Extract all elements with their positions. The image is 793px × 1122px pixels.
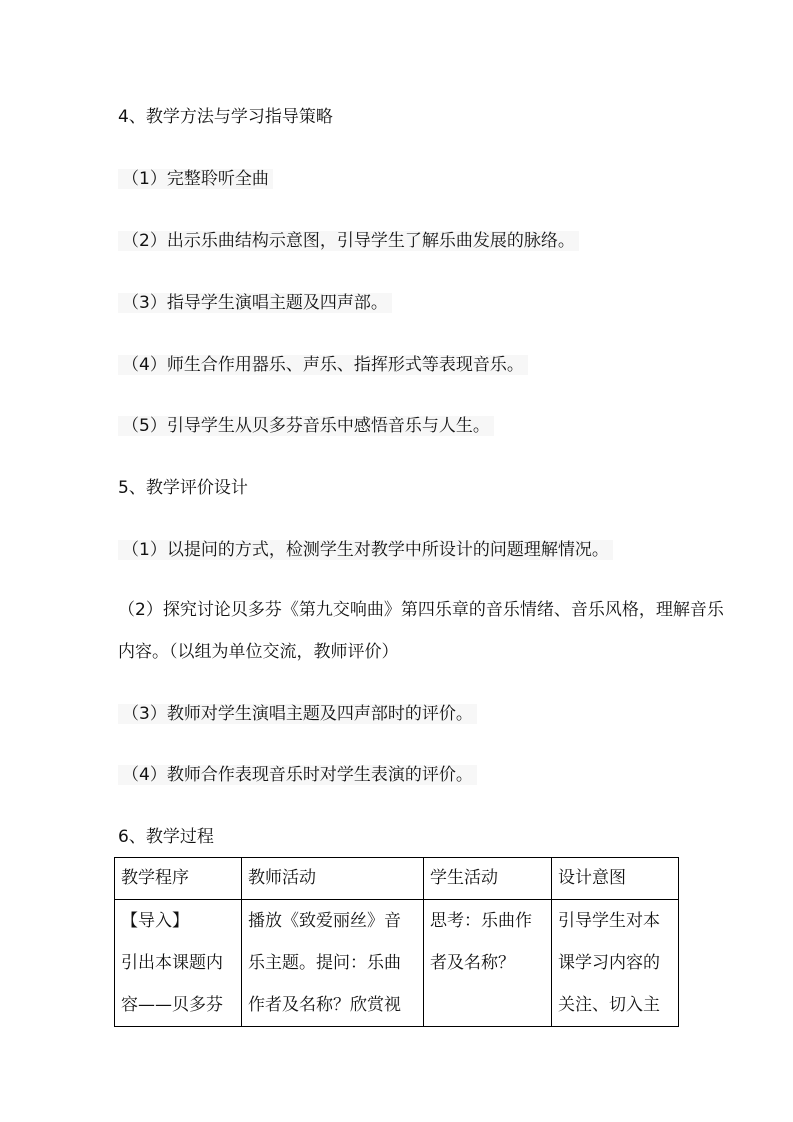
section-5-item-1-text: （1）以提问的方式，检测学生对教学中所设计的问题理解情况。 — [118, 540, 613, 560]
table-header-row — [115, 858, 679, 900]
procedure-text: 引出本课题内容——贝多芬 — [121, 953, 223, 1015]
section-4-item-2 — [118, 230, 579, 252]
section-4-item-4-text: （4）师生合作用器乐、声乐、指挥形式等表现音乐。 — [118, 355, 528, 375]
procedure-title: 【导入】 — [121, 911, 189, 931]
section-4-item-4 — [118, 354, 528, 376]
table-row — [115, 900, 679, 1027]
table-header-cell: 教学程序 — [115, 858, 242, 900]
section-5-item-3-text: （3）教师对学生演唱主题及四声部时的评价。 — [118, 704, 477, 724]
table-header-cell: 设计意图 — [552, 858, 679, 900]
section-4-item-2-text: （2）出示乐曲结构示意图，引导学生了解乐曲发展的脉络。 — [118, 231, 579, 251]
section-4-item-3-text: （3）指导学生演唱主题及四声部。 — [118, 293, 392, 313]
section-5-item-4 — [118, 764, 477, 786]
table-header-cell: 教师活动 — [242, 858, 424, 900]
section-4-heading: 4、教学方法与学习指导策略 — [118, 107, 333, 127]
table-cell-student-activity — [424, 900, 552, 1027]
section-5-item-2: （2）探究讨论贝多芬《第九交响曲》第四乐章的音乐情绪、音乐风格，理解音乐内容。（以组为单位交流，教师评价） — [118, 600, 724, 662]
table-header-cell: 学生活动 — [424, 858, 552, 900]
section-4-item-1-text: （1）完整聆听全曲 — [118, 169, 273, 189]
section-4-item-5 — [118, 415, 494, 437]
section-5-item-3 — [118, 703, 477, 725]
table-cell-procedure — [115, 900, 242, 1027]
section-4-item-1 — [118, 168, 273, 190]
teaching-process-table — [114, 857, 679, 1027]
section-4-item-3 — [118, 292, 392, 314]
teacher-activity-text: 播放《致爱丽丝》音乐主题。提问：乐曲作者及名称？欣赏视 — [248, 911, 401, 1015]
section-5-item-4-text: （4）教师合作表现音乐时对学生表演的评价。 — [118, 765, 477, 785]
table-cell-teacher-activity — [242, 900, 424, 1027]
section-5-heading: 5、教学评价设计 — [118, 478, 248, 498]
design-intent-text: 引导学生对本课学习内容的关注、切入主 — [558, 911, 660, 1015]
section-4-item-5-text: （5）引导学生从贝多芬音乐中感悟音乐与人生。 — [118, 416, 494, 436]
section-5-item-1 — [118, 539, 613, 561]
section-6-heading: 6、教学过程 — [118, 827, 214, 847]
student-activity-text: 思考：乐曲作者及名称？ — [430, 911, 532, 973]
table-cell-design-intent — [552, 900, 679, 1027]
